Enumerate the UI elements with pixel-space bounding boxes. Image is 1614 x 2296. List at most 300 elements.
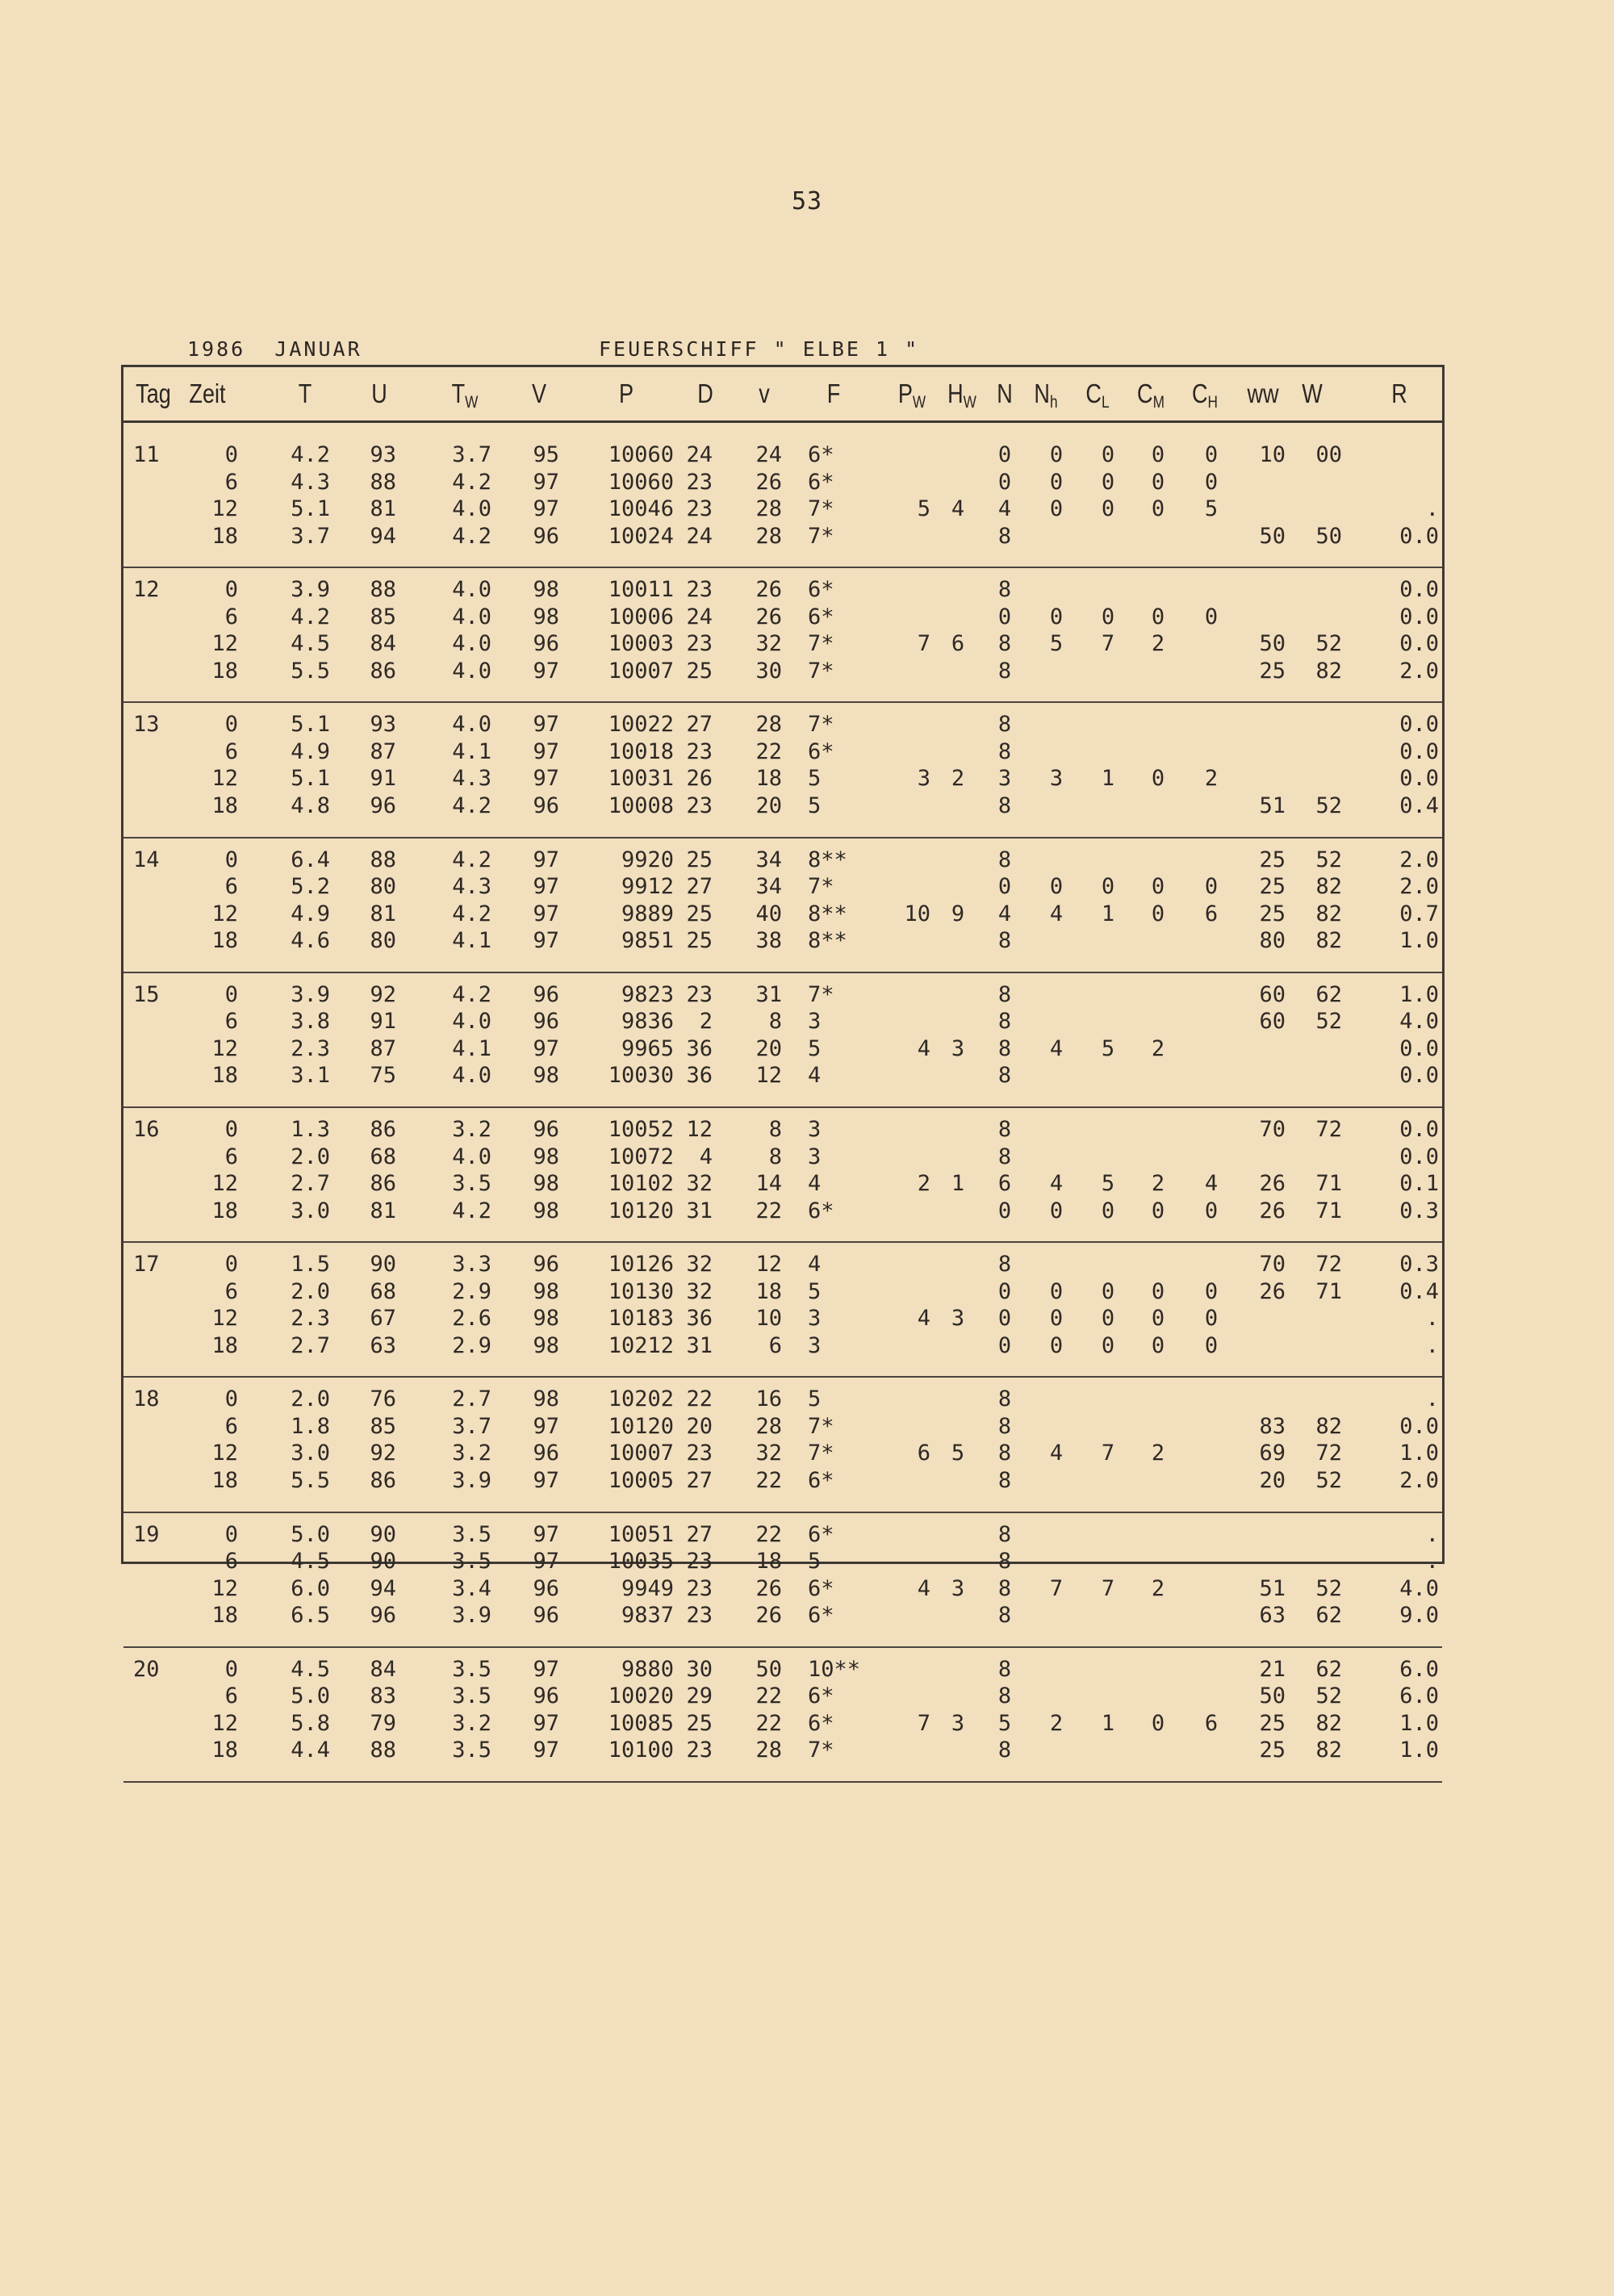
cell-cm — [1142, 1008, 1174, 1035]
cell-cm: 0 — [1151, 442, 1165, 467]
cell-zeit: 6 — [224, 1413, 238, 1439]
cell-nh: 0 — [1049, 1198, 1064, 1223]
cell-p: 9837 — [621, 1603, 674, 1629]
cell-d: 25 — [686, 658, 713, 684]
cell-u: 90 — [370, 1252, 396, 1278]
cell-hw — [942, 1521, 974, 1549]
cell-f: 5 — [808, 793, 822, 818]
cell-hw — [942, 1008, 974, 1035]
cell-u: 81 — [370, 901, 396, 926]
cell-ch: 0 — [1204, 1332, 1219, 1358]
cell-u: 63 — [370, 1332, 396, 1358]
cell-w: 82 — [1315, 658, 1342, 684]
cell-r: 2.0 — [1399, 658, 1439, 684]
cell-f: 7* — [808, 712, 834, 738]
cell-n: 0 — [997, 874, 1012, 900]
cell-ww — [1242, 738, 1286, 766]
cell-v-capital: 96 — [533, 631, 559, 657]
cell-zeit: 12 — [211, 1710, 238, 1736]
cell-v-capital: 96 — [533, 981, 559, 1007]
cell-t: 5.2 — [291, 874, 330, 900]
cell-nh — [1040, 1116, 1073, 1144]
cell-zeit: 18 — [211, 793, 238, 818]
cell-ww — [1242, 711, 1286, 738]
cell-cl — [1092, 1251, 1124, 1278]
cell-v-lower: 26 — [755, 577, 782, 603]
cell-ww — [1242, 1521, 1286, 1549]
cell-d: 12 — [686, 1117, 713, 1142]
cell-v-capital: 97 — [533, 1656, 559, 1682]
cell-p: 10100 — [608, 1738, 674, 1763]
cell-p: 10120 — [608, 1198, 674, 1223]
cell-u: 94 — [370, 523, 396, 549]
cell-hw — [942, 576, 974, 604]
cell-d: 23 — [686, 496, 713, 521]
cell-v-lower: 26 — [755, 1575, 782, 1601]
cell-cl: 0 — [1101, 442, 1115, 467]
cell-cl — [1092, 1737, 1124, 1764]
cell-w — [1298, 604, 1342, 631]
cell-tw: 3.5 — [452, 1738, 491, 1763]
cell-w: 52 — [1315, 847, 1342, 872]
cell-u: 93 — [370, 442, 396, 467]
cell-cm: 0 — [1151, 766, 1165, 792]
table-row — [123, 469, 1442, 496]
cell-v-capital: 97 — [533, 766, 559, 792]
cell-tw: 4.2 — [452, 847, 491, 872]
cell-ww — [1242, 1144, 1286, 1171]
cell-zeit: 12 — [211, 1171, 238, 1196]
cell-t: 5.5 — [291, 658, 330, 684]
cell-pw: 6 — [917, 1441, 930, 1466]
cell-nh — [1040, 1737, 1073, 1764]
table-row — [123, 658, 1442, 685]
cell-hw: 5 — [951, 1441, 965, 1466]
cell-u: 88 — [370, 577, 396, 603]
cell-d: 30 — [686, 1656, 713, 1682]
table-row — [123, 1386, 1442, 1413]
cell-cl: 0 — [1101, 1198, 1115, 1223]
cell-r — [1366, 469, 1439, 496]
cell-hw — [942, 469, 974, 496]
cell-tw: 4.1 — [452, 738, 491, 764]
cell-w: 52 — [1315, 631, 1342, 657]
cell-d: 24 — [686, 523, 713, 549]
table-row — [123, 847, 1442, 874]
cell-v-lower: 32 — [755, 631, 782, 657]
cell-v-capital: 98 — [533, 1144, 559, 1169]
cell-zeit: 12 — [211, 766, 238, 792]
cell-cm: 2 — [1151, 631, 1165, 657]
cell-ww: 26 — [1259, 1198, 1286, 1223]
cell-v-capital: 97 — [533, 469, 559, 495]
cell-pw — [890, 1144, 930, 1171]
cell-f: 7* — [808, 658, 834, 684]
cell-f: 7* — [808, 1738, 834, 1763]
cell-hw — [942, 1602, 974, 1629]
cell-f: 6* — [808, 1521, 834, 1547]
cell-tw: 4.2 — [452, 523, 491, 549]
cell-cl — [1092, 847, 1124, 874]
cell-d: 24 — [686, 442, 713, 467]
header-cm: $C_M$ — [1137, 378, 1165, 412]
cell-pw — [890, 604, 930, 631]
cell-v-lower: 10 — [755, 1306, 782, 1332]
cell-u: 68 — [370, 1278, 396, 1304]
cell-v-lower: 22 — [755, 1198, 782, 1223]
cell-n: 8 — [997, 523, 1012, 549]
cell-nh — [1040, 1062, 1073, 1089]
cell-v-capital: 97 — [533, 1467, 559, 1493]
cell-cm — [1142, 793, 1174, 820]
cell-tw: 3.2 — [452, 1117, 491, 1142]
cell-tw: 4.2 — [452, 1198, 491, 1223]
header-rule — [123, 420, 1442, 423]
cell-r: 1.0 — [1399, 1710, 1439, 1736]
cell-ch: 5 — [1204, 496, 1219, 521]
cell-t: 5.0 — [291, 1683, 330, 1709]
cell-r — [1366, 441, 1439, 469]
cell-hw — [942, 873, 974, 901]
cell-cl — [1092, 1413, 1124, 1441]
cell-p: 10007 — [608, 658, 674, 684]
cell-t: 2.7 — [291, 1332, 330, 1358]
cell-w: 00 — [1315, 442, 1342, 467]
header-pw: $P_W$ — [897, 378, 926, 412]
cell-ww: 10 — [1259, 442, 1286, 467]
cell-pw — [890, 1116, 930, 1144]
header-f: F — [826, 378, 841, 408]
cell-ch: 4 — [1204, 1171, 1219, 1196]
cell-v-lower: 22 — [755, 1683, 782, 1709]
cell-pw — [890, 847, 930, 874]
cell-f: 6* — [808, 577, 834, 603]
cell-pw — [890, 1656, 930, 1683]
cell-w — [1298, 1035, 1342, 1063]
cell-pw — [890, 1008, 930, 1035]
cell-n: 8 — [997, 928, 1012, 954]
cell-u: 85 — [370, 604, 396, 629]
cell-cm: 0 — [1151, 1306, 1165, 1332]
cell-v-capital: 98 — [533, 1306, 559, 1332]
caption-station: FEUERSCHIFF " ELBE 1 " — [599, 337, 920, 361]
table-row — [123, 1548, 1442, 1575]
table-row — [123, 496, 1442, 523]
cell-cl — [1092, 1521, 1124, 1549]
cell-hw: 6 — [951, 631, 965, 657]
cell-w — [1298, 1144, 1342, 1171]
cell-r: 0.0 — [1399, 631, 1439, 657]
cell-tw: 2.7 — [452, 1386, 491, 1412]
cell-ch — [1195, 793, 1227, 820]
cell-f: 7* — [808, 631, 834, 657]
cell-cm — [1142, 658, 1174, 685]
cell-t: 5.5 — [291, 1467, 330, 1493]
cell-v-capital: 96 — [533, 1683, 559, 1709]
cell-r: 2.0 — [1399, 1467, 1439, 1493]
cell-v-capital: 96 — [533, 793, 559, 818]
cell-r: . — [1425, 1332, 1439, 1358]
cell-ch — [1195, 630, 1227, 658]
cell-nh: 4 — [1049, 1171, 1064, 1196]
cell-u: 90 — [370, 1521, 396, 1547]
cell-v-capital: 97 — [533, 1738, 559, 1763]
cell-v-capital: 97 — [533, 928, 559, 954]
cell-f: 3 — [808, 1332, 822, 1358]
cell-n: 8 — [997, 1441, 1012, 1466]
cell-r: 0.0 — [1399, 1413, 1439, 1439]
cell-d: 24 — [686, 604, 713, 629]
table-row — [123, 738, 1442, 766]
cell-cl — [1092, 1548, 1124, 1575]
cell-w — [1298, 1062, 1342, 1089]
cell-nh — [1040, 1683, 1073, 1710]
cell-u: 86 — [370, 1171, 396, 1196]
cell-pw — [890, 1683, 930, 1710]
cell-d: 36 — [686, 1306, 713, 1332]
cell-tw: 3.9 — [452, 1603, 491, 1629]
cell-nh — [1040, 1656, 1073, 1683]
cell-u: 84 — [370, 1656, 396, 1682]
cell-t: 2.3 — [291, 1035, 330, 1061]
cell-p: 10030 — [608, 1063, 674, 1089]
cell-cm: 0 — [1151, 1278, 1165, 1304]
cell-w — [1298, 765, 1342, 793]
cell-v-capital: 97 — [533, 1413, 559, 1439]
cell-v-capital: 96 — [533, 1009, 559, 1035]
cell-r: . — [1425, 1521, 1439, 1547]
cell-d: 23 — [686, 1738, 713, 1763]
cell-w — [1298, 1548, 1342, 1575]
cell-u: 83 — [370, 1683, 396, 1709]
cell-nh: 4 — [1049, 1035, 1064, 1061]
cell-cm — [1142, 1656, 1174, 1683]
cell-n: 0 — [997, 1332, 1012, 1358]
cell-r: 6.0 — [1399, 1683, 1439, 1709]
cell-u: 75 — [370, 1063, 396, 1089]
cell-hw: 4 — [951, 496, 965, 521]
cell-t: 4.5 — [291, 631, 330, 657]
table-row — [123, 1737, 1442, 1764]
cell-v-capital: 97 — [533, 658, 559, 684]
cell-u: 86 — [370, 1467, 396, 1493]
caption-year-month: 1986 JANUAR — [187, 337, 362, 361]
cell-n: 8 — [997, 1144, 1012, 1169]
day-separator — [123, 1781, 1442, 1783]
cell-tag: 18 — [133, 1386, 160, 1412]
cell-f: 6* — [808, 604, 834, 629]
cell-zeit: 6 — [224, 738, 238, 764]
cell-v-lower: 28 — [755, 496, 782, 521]
cell-n: 8 — [997, 1413, 1012, 1439]
cell-nh: 5 — [1049, 631, 1064, 657]
cell-d: 23 — [686, 1603, 713, 1629]
cell-t: 3.7 — [291, 523, 330, 549]
cell-n: 4 — [997, 901, 1012, 926]
cell-cm: 0 — [1151, 469, 1165, 495]
cell-v-capital: 97 — [533, 1035, 559, 1061]
cell-ch — [1195, 1440, 1227, 1467]
cell-cl: 5 — [1101, 1035, 1115, 1061]
cell-f: 3 — [808, 1009, 822, 1035]
cell-cl — [1092, 576, 1124, 604]
cell-f: 5 — [808, 766, 822, 792]
cell-tw: 3.5 — [452, 1656, 491, 1682]
cell-cm: 2 — [1151, 1575, 1165, 1601]
cell-ch — [1195, 981, 1227, 1009]
cell-n: 0 — [997, 442, 1012, 467]
cell-ww — [1242, 765, 1286, 793]
cell-ww — [1242, 576, 1286, 604]
header-zeit: Zeit — [189, 378, 226, 408]
cell-u: 88 — [370, 469, 396, 495]
cell-nh — [1040, 738, 1073, 766]
header-nh: $N_h$ — [1034, 378, 1058, 412]
cell-v-lower: 8 — [768, 1009, 782, 1035]
cell-nh — [1040, 1413, 1073, 1441]
cell-r: 1.0 — [1399, 928, 1439, 954]
cell-hw — [942, 1386, 974, 1413]
cell-d: 25 — [686, 901, 713, 926]
cell-w: 72 — [1315, 1252, 1342, 1278]
cell-zeit: 18 — [211, 1467, 238, 1493]
cell-v-lower: 6 — [768, 1332, 782, 1358]
cell-r: 0.0 — [1399, 712, 1439, 738]
cell-p: 10126 — [608, 1252, 674, 1278]
cell-f: 10** — [808, 1656, 861, 1682]
cell-pw — [890, 873, 930, 901]
cell-t: 6.4 — [291, 847, 330, 872]
cell-hw: 2 — [951, 766, 965, 792]
cell-f: 6* — [808, 1575, 834, 1601]
cell-ww: 51 — [1259, 793, 1286, 818]
cell-w: 82 — [1315, 928, 1342, 954]
cell-r: 0.0 — [1399, 604, 1439, 629]
cell-pw — [890, 1467, 930, 1495]
cell-pw — [890, 1413, 930, 1441]
cell-zeit: 12 — [211, 1575, 238, 1601]
cell-w: 72 — [1315, 1441, 1342, 1466]
cell-w: 52 — [1315, 1467, 1342, 1493]
cell-w: 52 — [1315, 1683, 1342, 1709]
cell-t: 3.0 — [291, 1441, 330, 1466]
cell-cl: 7 — [1101, 631, 1115, 657]
cell-w: 82 — [1315, 1413, 1342, 1439]
cell-tw: 4.0 — [452, 604, 491, 629]
day-block-18 — [123, 1378, 1442, 1512]
cell-u: 86 — [370, 658, 396, 684]
cell-nh — [1040, 1521, 1073, 1549]
cell-w — [1298, 496, 1342, 523]
cell-n: 8 — [997, 1386, 1012, 1412]
cell-f: 6* — [808, 442, 834, 467]
cell-ww: 25 — [1259, 1710, 1286, 1736]
cell-v-lower: 22 — [755, 1521, 782, 1547]
cell-v-capital: 98 — [533, 1386, 559, 1412]
cell-p: 10024 — [608, 523, 674, 549]
cell-tw: 4.0 — [452, 496, 491, 521]
cell-ch — [1195, 658, 1227, 685]
cell-ww: 70 — [1259, 1252, 1286, 1278]
cell-tag: 16 — [133, 1117, 160, 1142]
cell-p: 10022 — [608, 712, 674, 738]
table-row — [123, 1440, 1442, 1467]
table-row — [123, 1251, 1442, 1278]
table-row — [123, 441, 1442, 469]
cell-ch: 0 — [1204, 1306, 1219, 1332]
cell-v-lower: 31 — [755, 981, 782, 1007]
cell-cm — [1142, 1386, 1174, 1413]
cell-zeit: 0 — [224, 1386, 238, 1412]
cell-w: 82 — [1315, 1738, 1342, 1763]
cell-nh — [1040, 847, 1073, 874]
cell-v-lower: 16 — [755, 1386, 782, 1412]
cell-pw — [890, 1602, 930, 1629]
cell-hw — [942, 441, 974, 469]
cell-p: 10008 — [608, 793, 674, 818]
cell-ch — [1195, 1548, 1227, 1575]
cell-ww: 26 — [1259, 1171, 1286, 1196]
table-row — [123, 1467, 1442, 1495]
cell-nh: 0 — [1049, 604, 1064, 629]
cell-n: 8 — [997, 981, 1012, 1007]
cell-zeit: 6 — [224, 604, 238, 629]
cell-cl — [1092, 1008, 1124, 1035]
cell-d: 26 — [686, 766, 713, 792]
cell-zeit: 18 — [211, 1063, 238, 1089]
cell-pw — [890, 1198, 930, 1225]
cell-cm — [1142, 576, 1174, 604]
cell-ww — [1242, 1062, 1286, 1089]
cell-zeit: 0 — [224, 712, 238, 738]
cell-zeit: 0 — [224, 847, 238, 872]
cell-f: 7* — [808, 874, 834, 900]
cell-zeit: 0 — [224, 442, 238, 467]
cell-v-lower: 20 — [755, 1035, 782, 1061]
cell-cl: 0 — [1101, 496, 1115, 521]
observation-table — [121, 365, 1445, 1763]
cell-hw — [942, 1198, 974, 1225]
cell-cm: 2 — [1151, 1171, 1165, 1196]
cell-ww: 69 — [1259, 1441, 1286, 1466]
cell-cm: 2 — [1151, 1035, 1165, 1061]
cell-p: 9823 — [621, 981, 674, 1007]
cell-r: 9.0 — [1399, 1603, 1439, 1629]
cell-f: 8** — [808, 901, 847, 926]
cell-tag: 11 — [133, 442, 160, 467]
cell-t: 1.5 — [291, 1252, 330, 1278]
table-row — [123, 1008, 1442, 1035]
cell-pw: 4 — [917, 1575, 930, 1601]
cell-t: 4.5 — [291, 1549, 330, 1575]
cell-cl — [1092, 1144, 1124, 1171]
cell-ch: 0 — [1204, 1278, 1219, 1304]
cell-tw: 4.2 — [452, 793, 491, 818]
cell-nh — [1040, 711, 1073, 738]
cell-v-capital: 97 — [533, 901, 559, 926]
cell-u: 80 — [370, 928, 396, 954]
cell-tw: 4.1 — [452, 1035, 491, 1061]
cell-tag: 12 — [133, 577, 160, 603]
cell-u: 96 — [370, 793, 396, 818]
cell-cm — [1142, 523, 1174, 550]
cell-v-lower: 50 — [755, 1656, 782, 1682]
day-block-12 — [123, 568, 1442, 703]
cell-nh: 3 — [1049, 766, 1064, 792]
cell-ww — [1242, 1305, 1286, 1332]
cell-nh — [1040, 1548, 1073, 1575]
cell-t: 1.3 — [291, 1117, 330, 1142]
